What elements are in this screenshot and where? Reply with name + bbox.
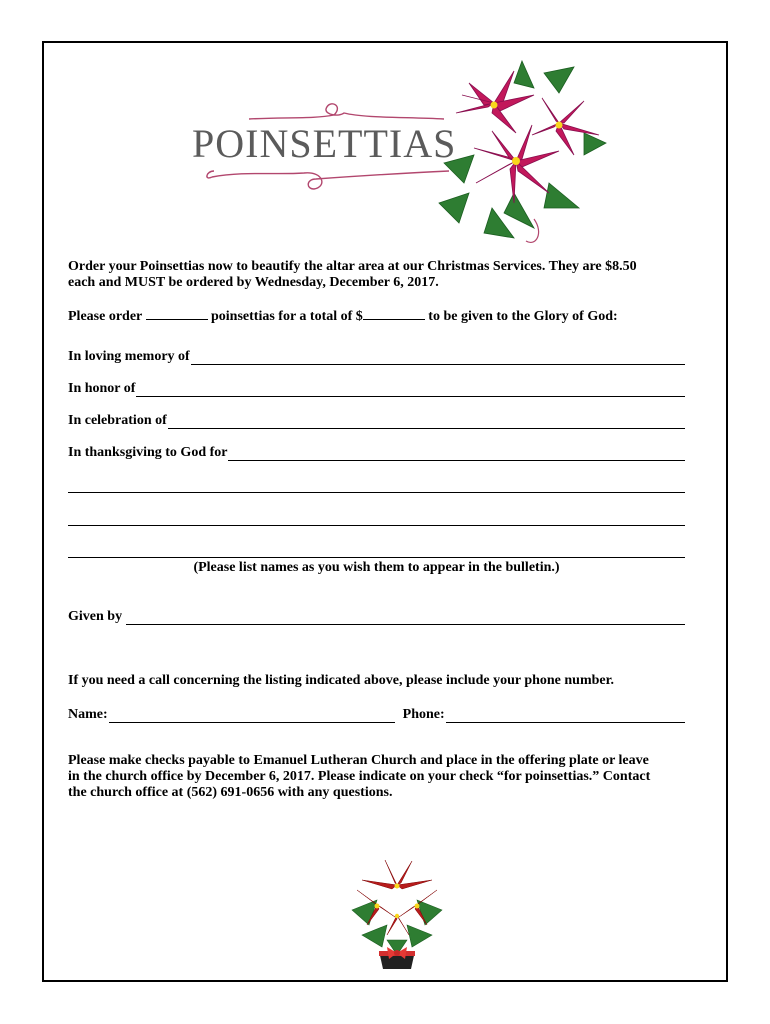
name-label: Name: (68, 707, 108, 722)
potted-poinsettia-illustration (347, 855, 447, 976)
extra-names-line-3[interactable] (68, 557, 685, 558)
order-middle: poinsettias for a total of $ (211, 309, 363, 324)
phone-field[interactable] (446, 708, 685, 723)
poinsettia-pot-icon (347, 855, 447, 971)
bulletin-note: (Please list names as you wish them to appear in the bulletin.) (193, 560, 560, 575)
celebration-label: In celebration of (68, 413, 167, 428)
header-banner (44, 43, 730, 258)
poinsettias-wordmark: POINSETTIAS (192, 121, 457, 166)
extra-names-line-1[interactable] (68, 492, 685, 493)
thanksgiving-row (68, 443, 685, 461)
order-suffix: to be given to the Glory of God: (428, 309, 618, 324)
intro-line-1: Order your Poinsettias now to beautify the altar area at our Christmas Services. They are $8.50 (68, 259, 637, 274)
honor-field[interactable] (136, 382, 685, 397)
honor-label: In honor of (68, 381, 136, 396)
given-by-row (68, 607, 685, 625)
call-note: If you need a call concerning the listing indicated above, please include your phone number. (68, 673, 615, 688)
extra-names-line-2[interactable] (68, 525, 685, 526)
thanksgiving-field[interactable] (228, 446, 685, 461)
form-page (42, 41, 728, 982)
given-by-label: Given by (68, 609, 123, 624)
intro-line-2: each and MUST be ordered by Wednesday, December 6, 2017. (68, 275, 439, 290)
intro-paragraph (68, 259, 688, 291)
celebration-field[interactable] (168, 414, 685, 429)
checks-line-1: Please make checks payable to Emanuel Lutheran Church and place in the offering plate or leave (68, 753, 649, 768)
checks-paragraph (68, 753, 708, 801)
celebration-row (68, 411, 685, 429)
total-blank[interactable] (363, 307, 425, 320)
contact-row (68, 705, 685, 723)
thanksgiving-label: In thanksgiving to God for (68, 445, 228, 460)
quantity-blank[interactable] (146, 307, 208, 320)
order-prefix: Please order (68, 309, 142, 324)
memory-field[interactable] (191, 350, 685, 365)
name-field[interactable] (109, 708, 395, 723)
memory-row (68, 347, 685, 365)
honor-row (68, 379, 685, 397)
checks-line-3: the church office at (562) 691-0656 with any questions. (68, 785, 393, 800)
given-by-field[interactable] (126, 610, 685, 625)
order-line (68, 307, 698, 325)
memory-label: In loving memory of (68, 349, 190, 364)
checks-line-2: in the church office by December 6, 2017. Please indicate on your check “for poinsettias.” Contact (68, 769, 651, 784)
phone-label: Phone: (402, 707, 445, 722)
